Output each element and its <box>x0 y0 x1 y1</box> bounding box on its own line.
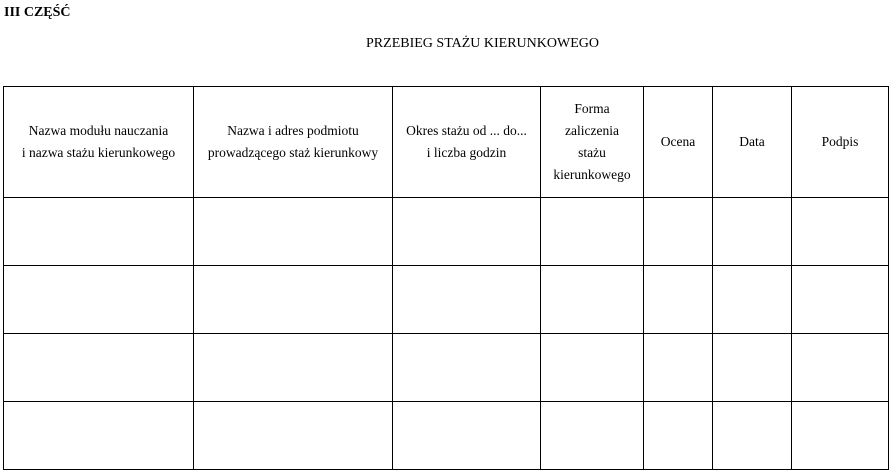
cell-entity[interactable] <box>194 334 393 402</box>
cell-date[interactable] <box>713 266 792 334</box>
cell-date[interactable] <box>713 334 792 402</box>
cell-period[interactable] <box>393 402 541 470</box>
cell-period[interactable] <box>393 198 541 266</box>
cell-grade[interactable] <box>644 266 713 334</box>
table-row <box>4 198 889 266</box>
table-header-row <box>4 87 889 198</box>
cell-period[interactable] <box>393 334 541 402</box>
cell-form[interactable] <box>541 266 644 334</box>
cell-grade[interactable] <box>644 334 713 402</box>
column-header-grade: Ocena <box>644 87 713 198</box>
column-header-period: Okres stażu od ... do... i liczba godzin <box>393 87 541 198</box>
cell-grade[interactable] <box>644 402 713 470</box>
document-title: PRZEBIEG STAŻU KIERUNKOWEGO <box>366 36 599 51</box>
column-header-entity: Nazwa i adres podmiotu prowadzącego staż kierunkowy <box>194 87 393 198</box>
cell-period[interactable] <box>393 266 541 334</box>
staz-record-table <box>3 86 889 470</box>
cell-entity[interactable] <box>194 198 393 266</box>
cell-signature[interactable] <box>792 334 889 402</box>
cell-form[interactable] <box>541 198 644 266</box>
cell-module[interactable] <box>4 334 194 402</box>
cell-signature[interactable] <box>792 402 889 470</box>
cell-grade[interactable] <box>644 198 713 266</box>
cell-module[interactable] <box>4 402 194 470</box>
cell-signature[interactable] <box>792 198 889 266</box>
cell-module[interactable] <box>4 198 194 266</box>
cell-form[interactable] <box>541 334 644 402</box>
cell-form[interactable] <box>541 402 644 470</box>
column-header-signature: Podpis <box>792 87 889 198</box>
cell-signature[interactable] <box>792 266 889 334</box>
cell-date[interactable] <box>713 402 792 470</box>
table-row <box>4 266 889 334</box>
column-header-form: Forma zaliczenia stażu kierunkowego <box>541 87 644 198</box>
table-row <box>4 334 889 402</box>
cell-module[interactable] <box>4 266 194 334</box>
cell-date[interactable] <box>713 198 792 266</box>
cell-entity[interactable] <box>194 402 393 470</box>
column-header-module: Nazwa modułu nauczania i nazwa stażu kierunkowego <box>4 87 194 198</box>
column-header-date: Data <box>713 87 792 198</box>
cell-entity[interactable] <box>194 266 393 334</box>
table-row <box>4 402 889 470</box>
part-heading: III CZĘŚĆ <box>4 5 71 20</box>
